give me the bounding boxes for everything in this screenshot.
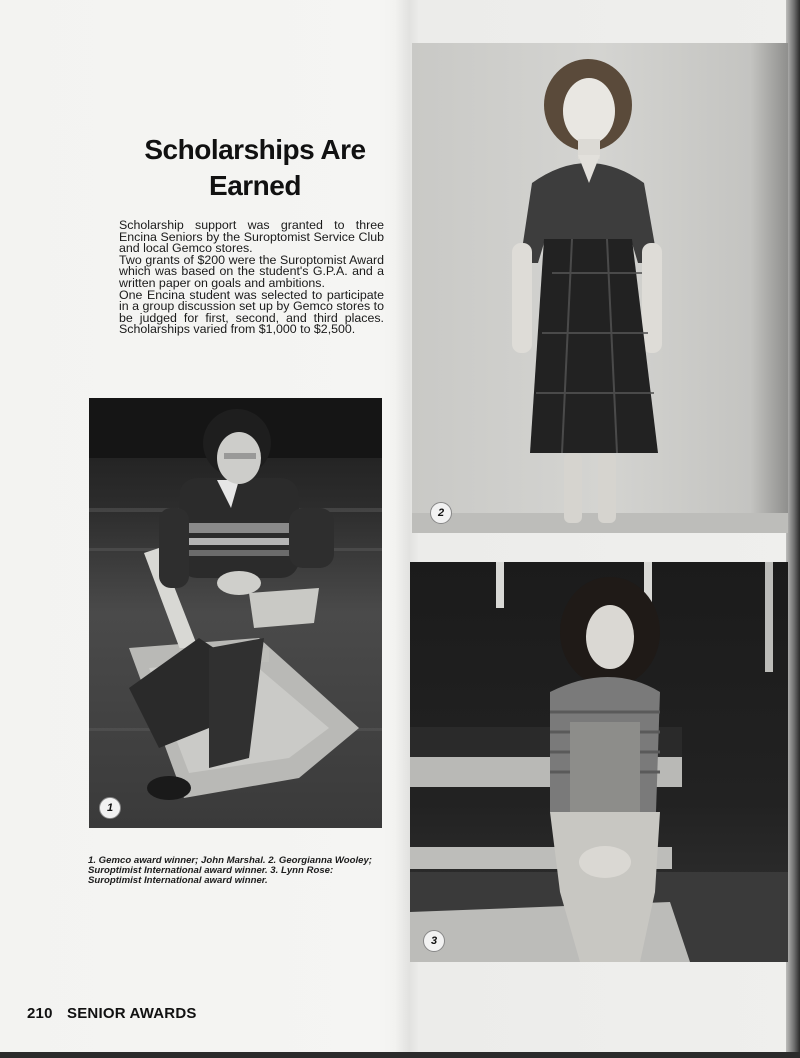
article-title: [100, 132, 410, 204]
photo-caption: 1. Gemco award winner; John Marshal. 2. Georgianna Wooley; Suroptimist International award winner. 3. Lynn Rose: Suroptimist International award winner.: [88, 855, 372, 887]
photo-number-badge: 2: [430, 502, 452, 524]
article-body: [119, 220, 384, 336]
photo-number-badge: 3: [423, 930, 445, 952]
body-paragraph: Scholarship support was granted to three Encina Seniors by the Suroptomist Service Club and local Gemco stores.: [119, 218, 384, 256]
section-name: SENIOR AWARDS: [67, 1005, 197, 1022]
body-paragraph: One Encina student was selected to participate in a group discussion set up by Gemco stores to be judged for first, second, and third places. Scholarships varied from $1,000 to $2,500.: [119, 287, 384, 337]
photo-lynn-rose: [410, 562, 788, 962]
photo-georgianna-wooley: [412, 43, 788, 533]
title-line-2: Earned: [209, 170, 301, 201]
body-paragraph: Two grants of $200 were the Suroptomist Award which was based on the student's G.P.A. and a written paper on goals and ambitions.: [119, 252, 384, 290]
title-line-1: Scholarships Are: [144, 134, 366, 165]
photo-john-marshal: [89, 398, 382, 828]
binding-edge: [786, 0, 800, 1058]
page-footer: [27, 1005, 197, 1022]
bottom-edge: [0, 1052, 800, 1058]
photo-number-badge: 1: [99, 797, 121, 819]
page-number: 210: [27, 1005, 53, 1022]
